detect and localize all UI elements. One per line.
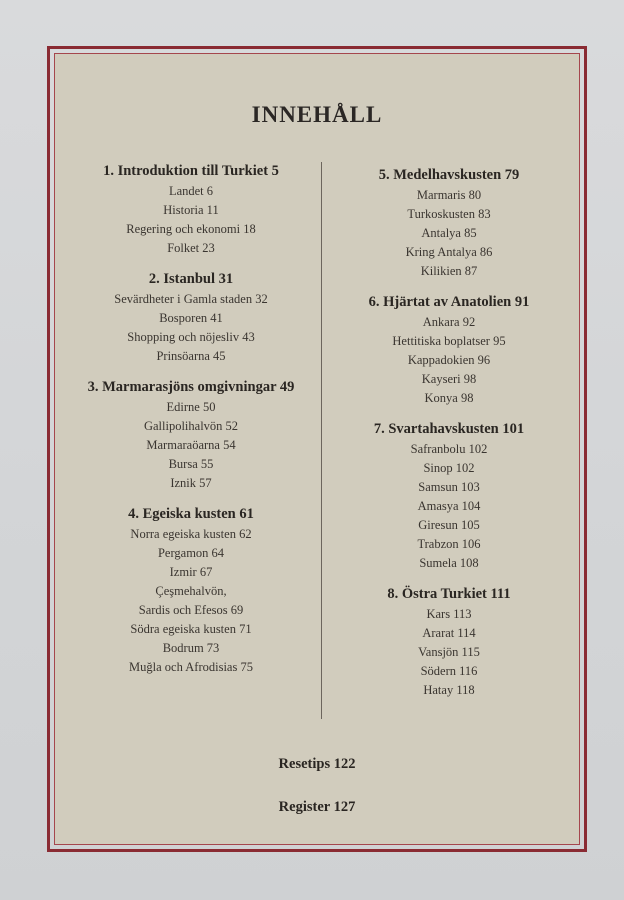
register-entry: Register 127 — [278, 799, 356, 815]
toc-section — [323, 584, 575, 700]
toc-entry: Marmaraöarna 54 — [146, 438, 236, 452]
table-of-contents-page — [54, 53, 580, 845]
chapter-heading: 2. Istanbul 31 — [148, 271, 234, 287]
page-title: INNEHÅLL — [251, 102, 383, 127]
toc-entry: Bodrum 73 — [162, 641, 220, 655]
toc-entry: Hettitiska boplatser 95 — [392, 334, 506, 348]
toc-section — [63, 161, 319, 258]
chapter-heading: 3. Marmarasjöns omgivningar 49 — [87, 379, 295, 395]
left-column — [63, 161, 319, 688]
toc-entry: Muğla och Afrodisias 75 — [129, 660, 253, 674]
toc-entry: Kappadokien 96 — [407, 353, 491, 367]
toc-entry: Hatay 118 — [423, 683, 475, 697]
page-border — [47, 46, 587, 852]
right-column — [323, 165, 575, 711]
chapter-heading: 7. Svartahavskusten 101 — [373, 421, 525, 437]
chapter-heading: 4. Egeiska kusten 61 — [128, 506, 254, 522]
toc-entry: Iznik 57 — [170, 476, 212, 490]
chapter-heading: 5. Medelhavskusten 79 — [378, 167, 520, 183]
toc-entry: Kilikien 87 — [420, 264, 478, 278]
toc-entry: Kayseri 98 — [421, 372, 477, 386]
toc-entry: Izmir 67 — [169, 565, 213, 579]
chapter-heading: 8. Östra Turkiet 111 — [387, 586, 511, 602]
toc-entry: Ararat 114 — [422, 626, 476, 640]
resetips-entry: Resetips 122 — [278, 756, 356, 772]
toc-entry: Shopping och nöjesliv 43 — [127, 330, 255, 344]
toc-section — [323, 292, 575, 408]
toc-entry: Edirne 50 — [166, 400, 216, 414]
toc-entry: Historia 11 — [163, 203, 219, 217]
toc-entry: Amasya 104 — [417, 499, 481, 513]
toc-entry: Kring Antalya 86 — [405, 245, 493, 259]
column-divider — [321, 162, 322, 719]
chapter-heading: 6. Hjärtat av Anatolien 91 — [368, 294, 530, 310]
toc-entry: Turkoskusten 83 — [407, 207, 491, 221]
toc-entry: Prinsöarna 45 — [156, 349, 226, 363]
toc-entry: Bursa 55 — [168, 457, 214, 471]
toc-entry: Sinop 102 — [423, 461, 475, 475]
toc-entry: Regering och ekonomi 18 — [126, 222, 256, 236]
toc-entry: Trabzon 106 — [417, 537, 481, 551]
toc-section — [63, 377, 319, 493]
toc-entry: Norra egeiska kusten 62 — [130, 527, 252, 541]
toc-entry: Samsun 103 — [418, 480, 480, 494]
toc-entry: Gallipolihalvön 52 — [143, 419, 239, 433]
chapter-heading: 1. Introduktion till Turkiet 5 — [103, 163, 279, 179]
toc-entry: Södern 116 — [420, 664, 478, 678]
toc-section — [63, 269, 319, 366]
toc-entry: Sevärdheter i Gamla staden 32 — [114, 292, 268, 306]
toc-entry: Kars 113 — [426, 607, 472, 621]
toc-entry: Giresun 105 — [418, 518, 480, 532]
toc-entry: Ankara 92 — [422, 315, 476, 329]
toc-section — [63, 504, 319, 677]
toc-entry: Vansjön 115 — [418, 645, 480, 659]
toc-section — [323, 419, 575, 573]
toc-entry: Çeşmehalvön, — [155, 584, 227, 598]
toc-entry: Marmaris 80 — [416, 188, 482, 202]
toc-entry: Sumela 108 — [419, 556, 479, 570]
toc-entry: Bosporen 41 — [159, 311, 223, 325]
toc-entry: Landet 6 — [168, 184, 214, 198]
toc-entry: Antalya 85 — [421, 226, 477, 240]
toc-entry: Safranbolu 102 — [410, 442, 488, 456]
toc-entry: Folket 23 — [167, 241, 215, 255]
toc-section — [323, 165, 575, 281]
toc-entry: Pergamon 64 — [157, 546, 225, 560]
toc-entry: Sardis och Efesos 69 — [138, 603, 244, 617]
toc-entry: Södra egeiska kusten 71 — [130, 622, 252, 636]
toc-entry: Konya 98 — [424, 391, 474, 405]
